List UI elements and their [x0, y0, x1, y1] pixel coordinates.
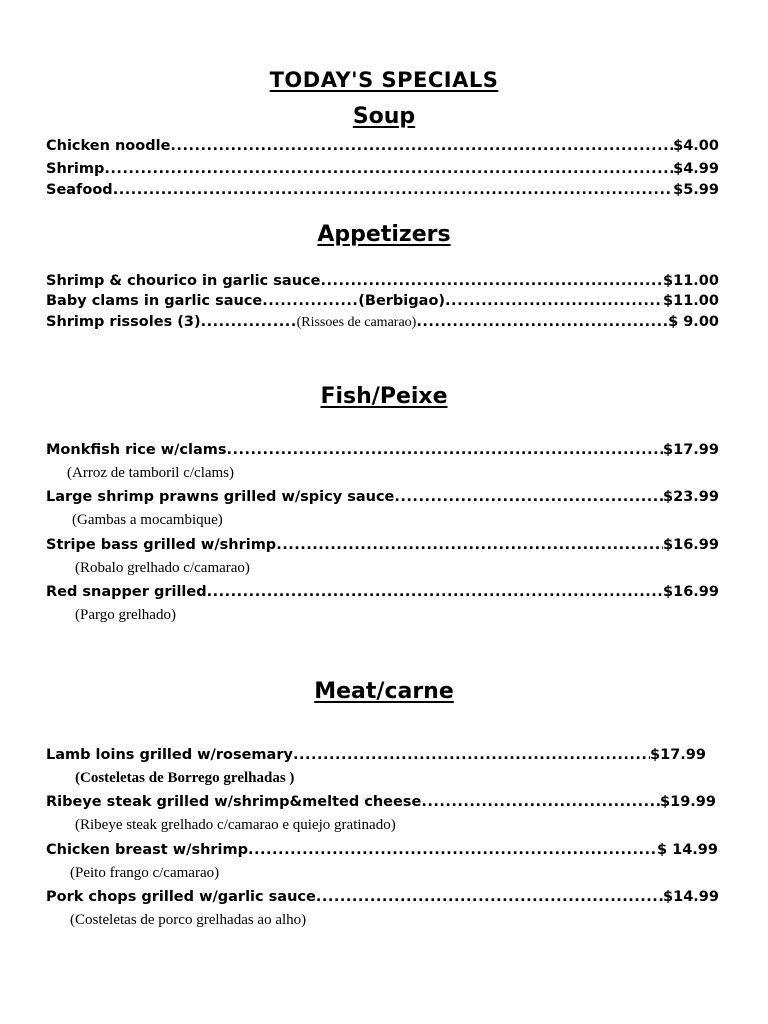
item-translation: (Ribeye steak grelhado c/camarao e quiejo gratinado)	[75, 817, 396, 833]
menu-item	[46, 584, 719, 600]
leader-dots	[104, 161, 673, 177]
item-translation: (Arroz de tamboril c/clams)	[67, 465, 235, 481]
item-translation: (Peito frango c/camarao)	[70, 865, 220, 881]
leader-dots	[248, 842, 657, 858]
item-translation: (Costeletas de porco grelhadas ao alho)	[70, 912, 307, 928]
leader-dots	[316, 889, 663, 905]
item-name: Shrimp	[46, 161, 105, 177]
section-heading-fish: Fish/Peixe	[320, 384, 448, 409]
item-translation: (Robalo grelhado c/camarao)	[75, 560, 250, 576]
item-price: $ 14.99	[656, 842, 718, 858]
menu-item	[46, 314, 719, 331]
page-title: TODAY'S SPECIALS	[269, 68, 499, 92]
item-name: Pork chops grilled w/garlic sauce	[46, 889, 316, 905]
section-heading-soup: Soup	[352, 104, 416, 129]
item-price: $4.00	[673, 138, 719, 154]
item-name: Ribeye steak grilled w/shrimp&melted cheese	[46, 794, 422, 810]
item-price: $11.00	[663, 293, 719, 309]
menu-item	[46, 747, 706, 763]
item-price: $11.00	[663, 273, 719, 289]
leader-dots	[421, 794, 660, 810]
leader-dots	[170, 138, 673, 154]
menu-item	[46, 794, 716, 810]
item-name: Chicken breast w/shrimp	[46, 842, 249, 858]
item-translation: (Costeletas de Borrego grelhadas )	[75, 770, 295, 786]
item-price: $17.99	[663, 442, 719, 458]
menu-item	[46, 182, 719, 198]
item-price: $16.99	[663, 584, 719, 600]
item-translation: (Gambas a mocambique)	[72, 512, 223, 528]
item-portuguese-name: (Rissoes de camarao)	[296, 315, 417, 330]
leader-dots	[416, 314, 668, 330]
item-name: Monkfish rice w/clams	[46, 442, 227, 458]
leader-dots	[320, 273, 663, 289]
menu-item	[46, 889, 719, 905]
leader-dots	[227, 442, 664, 458]
leader-dots	[394, 489, 663, 505]
leader-dots	[293, 747, 650, 763]
item-name: Baby clams in garlic sauce	[46, 293, 263, 309]
leader-dots	[262, 293, 358, 309]
item-price: $16.99	[663, 537, 719, 553]
item-name: Shrimp rissoles (3)	[46, 314, 201, 330]
menu-item	[46, 842, 718, 858]
item-price: $23.99	[663, 489, 719, 505]
section-heading-meat: Meat/carne	[314, 679, 454, 704]
item-portuguese-name: (Berbigao)	[358, 293, 446, 309]
item-name: Shrimp & chourico in garlic sauce	[46, 273, 321, 289]
item-price: $19.99	[660, 794, 716, 810]
menu-item	[46, 293, 719, 309]
leader-dots	[207, 584, 663, 600]
item-price: $14.99	[663, 889, 719, 905]
menu-item	[46, 138, 719, 154]
item-price: $4.99	[673, 161, 719, 177]
menu-item	[46, 161, 719, 177]
item-price: $ 9.00	[668, 314, 719, 330]
item-name: Chicken noodle	[46, 138, 171, 154]
item-price: $17.99	[650, 747, 706, 763]
menu-item	[46, 537, 719, 553]
item-translation: (Pargo grelhado)	[75, 607, 176, 623]
item-price: $5.99	[673, 182, 719, 198]
item-name: Stripe bass grilled w/shrimp	[46, 537, 277, 553]
leader-dots	[276, 537, 663, 553]
menu-item	[46, 442, 719, 458]
section-heading-appetizers: Appetizers	[317, 222, 451, 247]
leader-dots	[113, 182, 673, 198]
menu-item	[46, 273, 719, 289]
item-name: Large shrimp prawns grilled w/spicy sauce	[46, 489, 395, 505]
leader-dots	[201, 314, 297, 330]
item-name: Lamb loins grilled w/rosemary	[46, 747, 293, 763]
item-name: Red snapper grilled	[46, 584, 207, 600]
item-name: Seafood	[46, 182, 113, 198]
leader-dots	[445, 293, 663, 309]
menu-item	[46, 489, 719, 505]
